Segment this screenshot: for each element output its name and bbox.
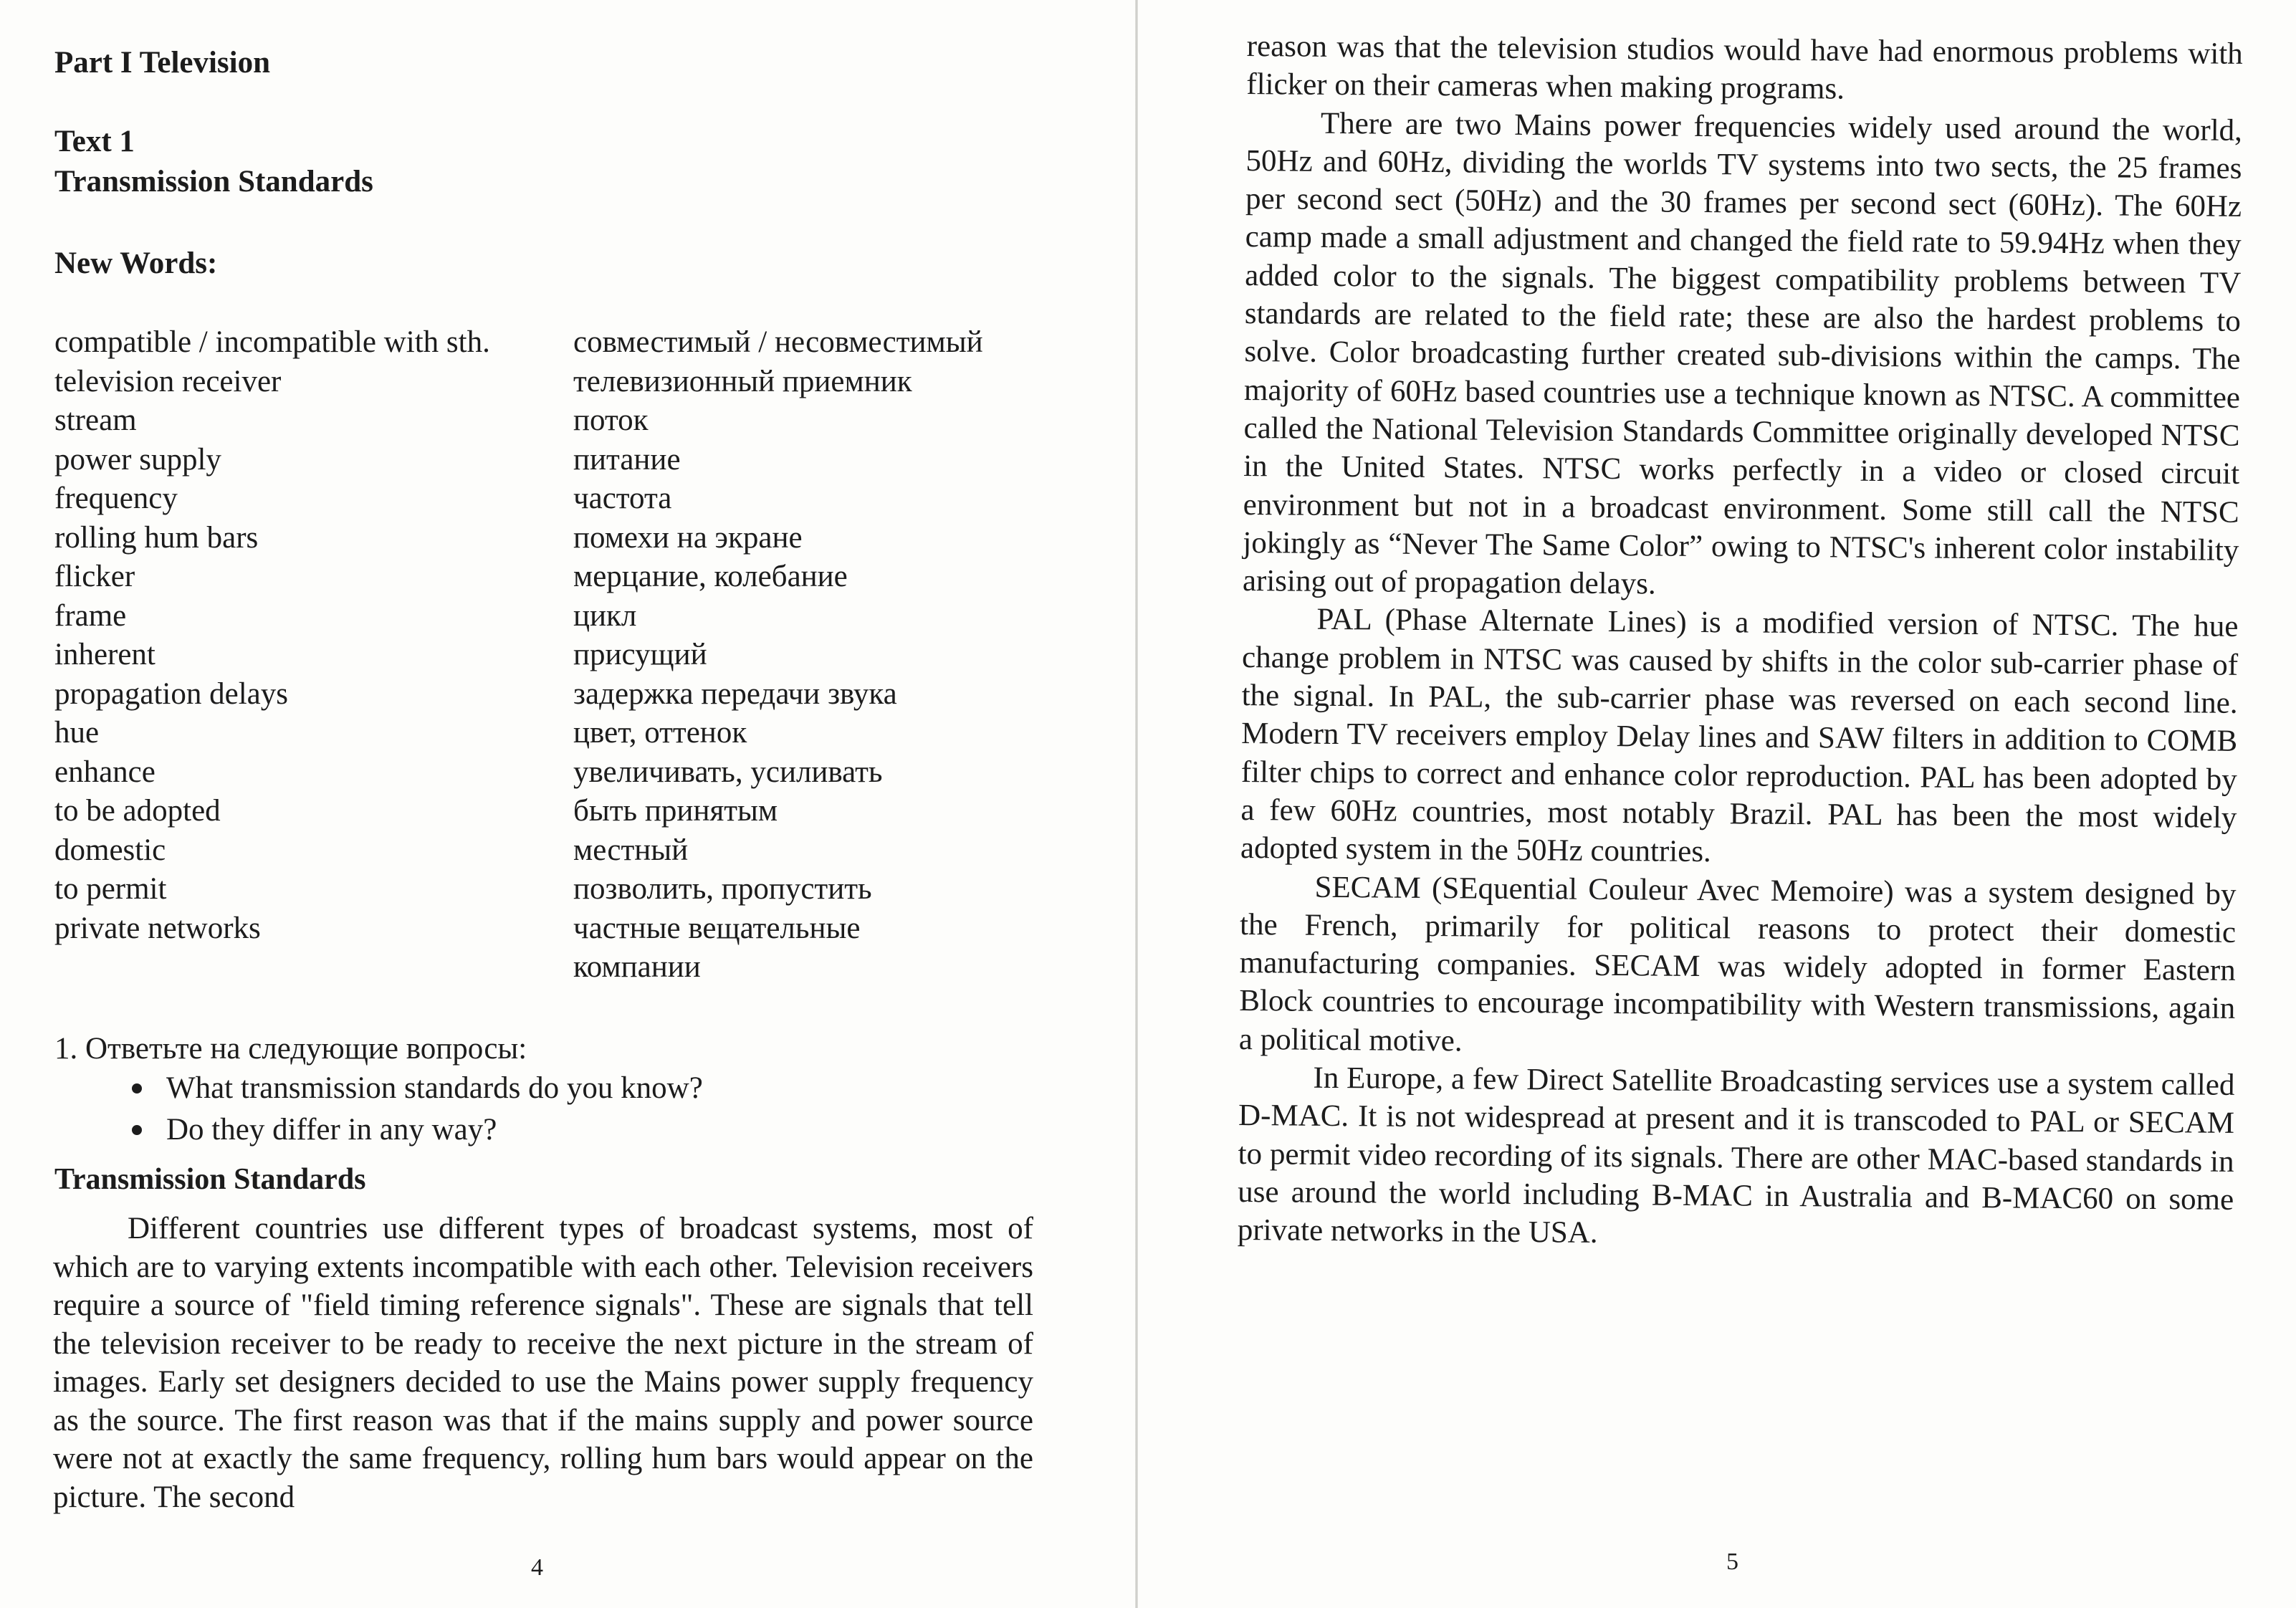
paragraph: reason was that the television studios would have had enormous problems with flicker on their cameras when making programs. (1246, 29, 2243, 106)
paragraph: Different countries use different types of broadcast systems, most of which are to varying extents incompatible with each other. Television receivers require a source of "field timing reference signals". These are signals that tell the television receiver to be ready to receive the next picture in the stream of images. Early set designers decided to use the Mains power supply frequency as the source. The first reason was that if the mains supply and power source were not at exactly the same frequency, rolling hum bars would appear on the picture. The second (53, 1212, 1033, 1514)
vocab-translation: частота (573, 482, 672, 515)
vocab-translation: частные вещательные (573, 911, 861, 945)
vocab-term: enhance (54, 755, 156, 789)
vocab-translation: задержка передачи звука (573, 676, 897, 711)
vocab-term: flicker (54, 560, 135, 593)
vocab-translation: увеличивать, усиливать (573, 755, 883, 789)
vocab-translation: присущий (573, 638, 707, 671)
right-body-text (1238, 27, 2243, 1257)
vocab-translation: позволить, пропустить (573, 872, 872, 906)
vocab-term: private networks (54, 911, 261, 945)
vocab-translation: мерцание, колебание (573, 560, 848, 593)
part-title: Part I Television (54, 46, 271, 80)
question-list (166, 1068, 703, 1151)
section-heading: Transmission Standards (54, 1163, 366, 1196)
paragraph: In Europe, a few Direct Satellite Broadcasting services use a system called D-MAC. It is not widespread at present and it is transcoded to PAL or SECAM to permit video recording of its signals. There are other MAC-based standards in use around the world including B-MAC in Australia and B-MAC60 on some private networks in the USA. (1237, 1061, 2235, 1250)
vocab-term: television receiver (54, 364, 282, 398)
bullet-icon (132, 1083, 142, 1093)
paragraph: PAL (Phase Alternate Lines) is a modified version of NTSC. The hue change problem in NTSC was caused by shifts in the color sub-carrier phase of the signal. In PAL, the sub-carrier phase was reversed on each second line. Modern TV receivers employ Delay lines and SAW filters in addition to COMB filter chips to correct and enhance color reproduction. PAL has been adopted by a few 60Hz countries, most notably Brazil. PAL has been the most widely adopted system in the 50Hz countries. (1240, 603, 2239, 869)
vocab-term (54, 948, 490, 987)
vocab-term: hue (54, 716, 100, 750)
vocab-translation: цвет, оттенок (573, 716, 747, 750)
vocab-term: rolling hum bars (54, 520, 259, 555)
vocab-term: to permit (54, 872, 167, 906)
page-number: 5 (1726, 1549, 1738, 1575)
question-text: What transmission standards do you know? (166, 1071, 703, 1105)
text-number: Text 1 (54, 125, 135, 158)
list-item (166, 1109, 703, 1151)
vocab-translation: местный (573, 833, 689, 867)
vocab-term: frame (54, 598, 127, 633)
page-number: 4 (531, 1554, 543, 1581)
list-item (166, 1068, 703, 1109)
vocab-translation: телевизионный приемник (573, 364, 912, 398)
left-body-text (53, 1210, 1033, 1516)
vocab-russian-column (573, 323, 983, 987)
vocab-term: frequency (54, 482, 178, 515)
bullet-icon (132, 1125, 142, 1135)
paragraph: There are two Mains power frequencies widely used around the world, 50Hz and 60Hz, dividing the worlds TV systems into two sects, the 25 frames per second sect (50Hz) and the 30 frames per second sect (60Hz). The 60Hz camp made a small adjustment and changed the field rate to 59.94Hz when they added color to the signals. The biggest compatibility problems between TV standards are related to the field rate; these are also the hardest problems to solve. Color broadcasting further created sub-divisions within the camps. The majority of 60Hz based countries use a technique known as NTSC. A committee called the National Television Standards Committee originally developed NTSC in the United States. NTSC works perfectly in a video or closed circuit environment but not in a broadcast environment. Some still call the NTSC jokingly as “Never The Same Color” owing to NTSC's inherent color instability arising out of propagation delays. (1242, 106, 2243, 601)
vocab-translation: компании (573, 950, 701, 984)
vocab-term: domestic (54, 833, 166, 867)
vocab-translation: быть принятым (573, 794, 778, 828)
vocab-translation: поток (573, 403, 649, 437)
left-page (0, 0, 1135, 1608)
vocab-translation: питание (573, 442, 681, 477)
vocab-translation: помехи на экране (573, 520, 803, 555)
vocab-term: to be adopted (54, 794, 221, 828)
text-title: Transmission Standards (54, 165, 373, 198)
paragraph: SECAM (SEquential Couleur Avec Memoire) was a system designed by the French, primarily for political reasons to protect their domestic manufacturing companies. SECAM was widely adopted in former Eastern Block countries to encourage incompatibility with Western transmissions, again a political motive. (1238, 870, 2237, 1058)
vocab-translation: цикл (573, 598, 637, 633)
vocab-term: stream (54, 403, 137, 437)
task-instruction: 1. Ответьте на следующие вопросы: (54, 1032, 527, 1066)
vocab-term: power supply (54, 442, 221, 477)
question-text: Do they differ in any way? (166, 1113, 497, 1147)
vocab-term: inherent (54, 638, 156, 671)
vocab-term: compatible / incompatible with sth. (54, 325, 490, 359)
vocab-translation: совместимый / несовместимый (573, 325, 983, 359)
vocab-term: propagation delays (54, 676, 288, 711)
vocab-english-column (54, 323, 490, 987)
new-words-heading: New Words: (54, 247, 218, 280)
